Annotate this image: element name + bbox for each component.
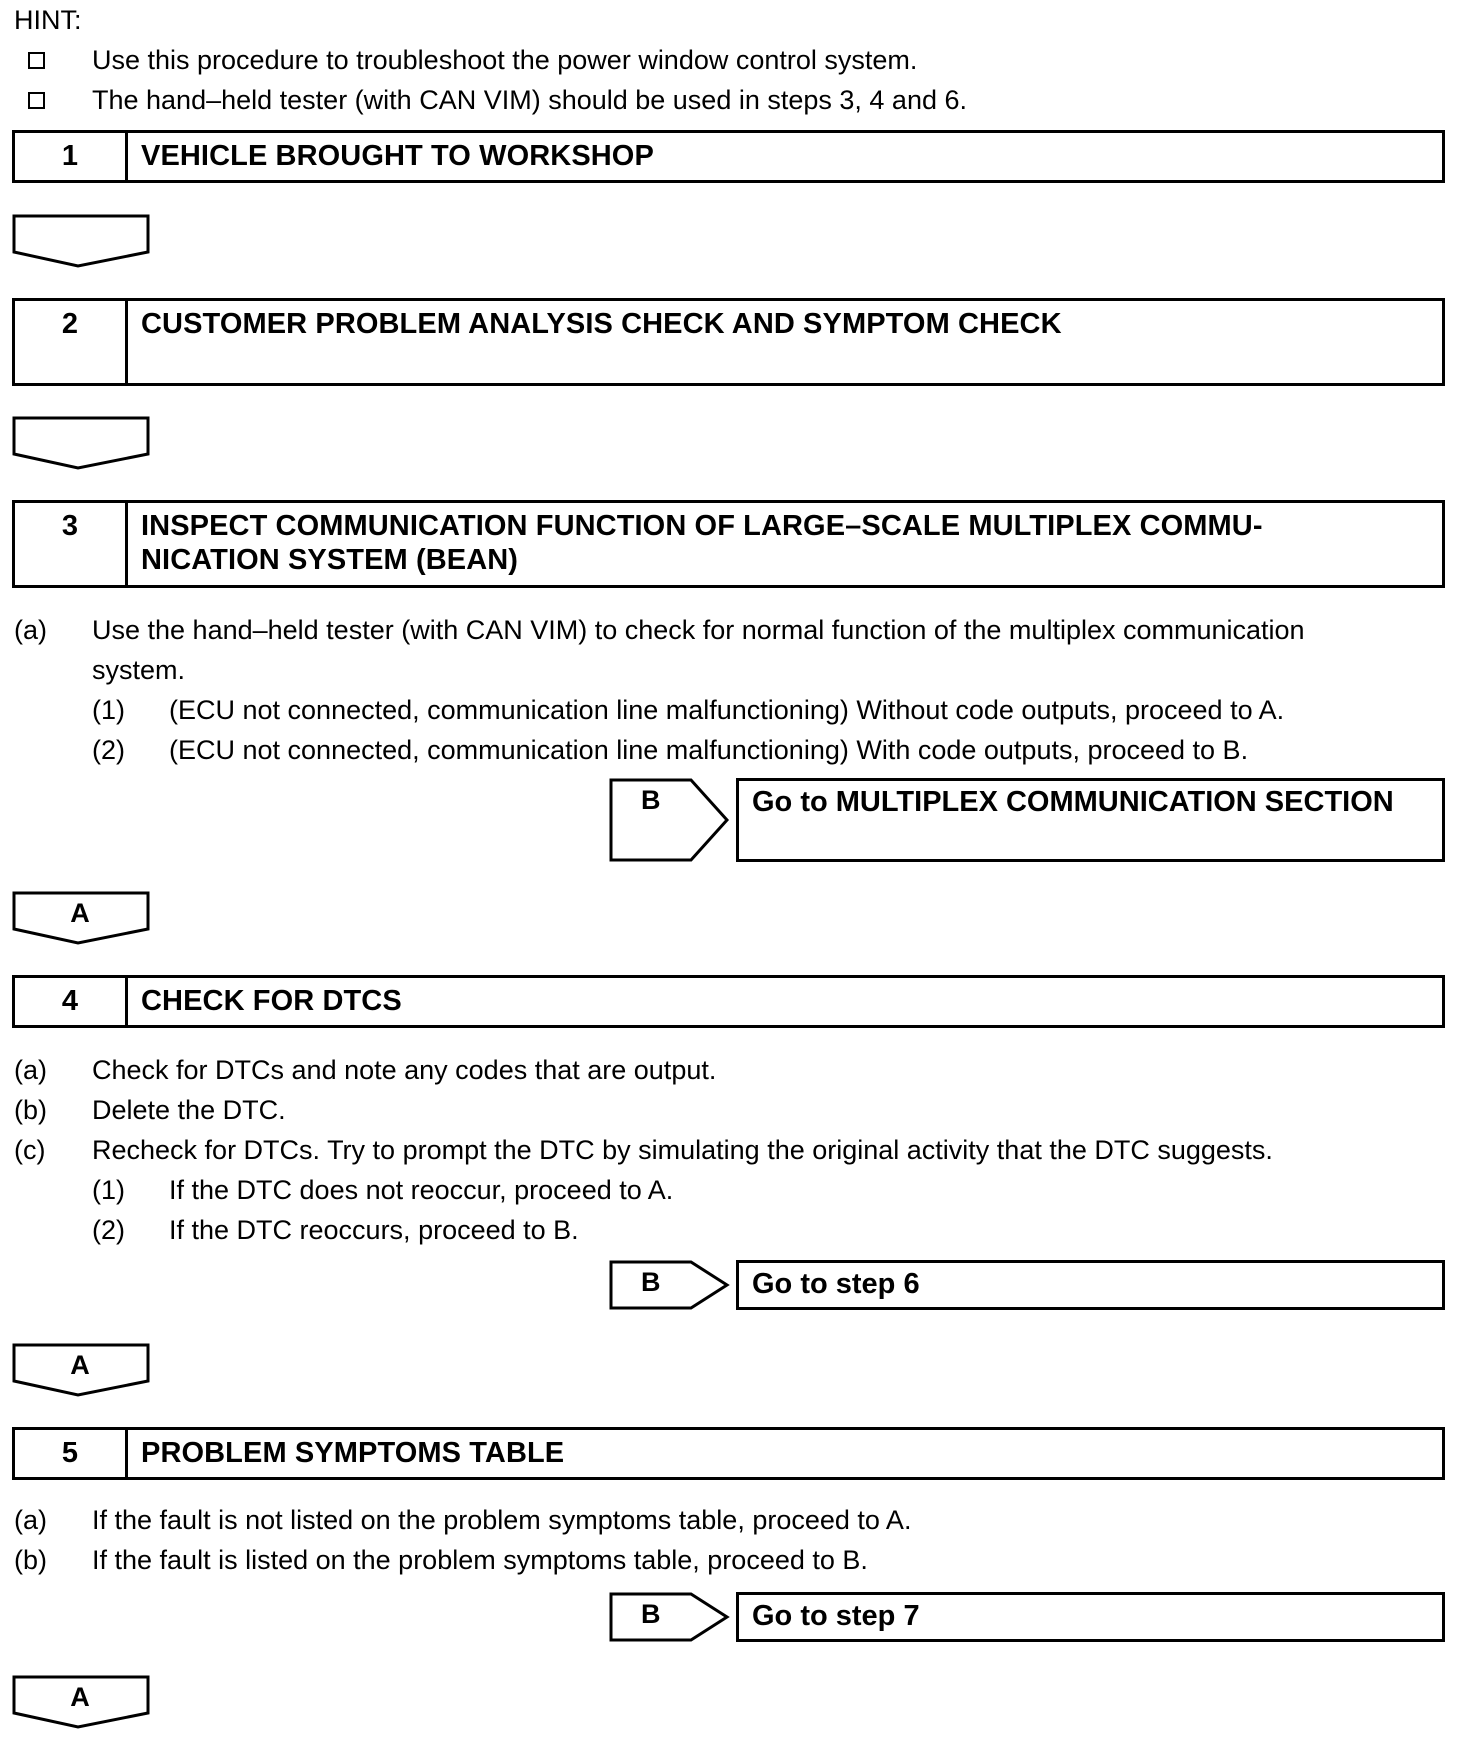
step-title: VEHICLE BROUGHT TO WORKSHOP <box>141 140 654 172</box>
item-marker: (a) <box>14 1505 47 1535</box>
item-marker: (b) <box>14 1545 47 1575</box>
flow-down-arrow-a <box>12 1343 150 1399</box>
item-marker: (1) <box>92 695 125 725</box>
item-marker: (b) <box>14 1095 47 1125</box>
branch-target: Go to step 6 <box>736 1260 1445 1310</box>
step-5-header <box>12 1427 1445 1480</box>
step-title <box>128 503 1442 585</box>
branch-label: B <box>641 1599 661 1629</box>
item-text: (ECU not connected, communication line malfunctioning) Without code outputs, proceed to A. <box>169 695 1285 725</box>
step-title: CUSTOMER PROBLEM ANALYSIS CHECK AND SYMPTOM CHECK <box>141 308 1062 340</box>
branch-target: Go to step 7 <box>736 1592 1445 1642</box>
checkbox-icon <box>28 92 45 114</box>
step-1-header <box>12 130 1445 183</box>
item-text: Delete the DTC. <box>92 1095 286 1125</box>
step-title: CHECK FOR DTCS <box>141 985 402 1017</box>
branch-label: B <box>641 785 661 815</box>
flow-arrow-label: A <box>70 898 90 928</box>
hint-label: HINT: <box>14 5 82 35</box>
step-3-header <box>12 500 1445 588</box>
flow-arrow-label: A <box>70 1682 90 1712</box>
item-marker: (a) <box>14 1055 47 1085</box>
down-arrow-icon <box>12 214 152 270</box>
branch-b <box>609 778 1445 862</box>
flow-down-arrow <box>12 214 150 270</box>
step-number: 3 <box>15 503 128 585</box>
item-text: If the DTC does not reoccur, proceed to A. <box>169 1175 674 1205</box>
item-marker: (2) <box>92 735 125 765</box>
checkbox-icon <box>28 52 45 74</box>
hint-item: The hand–held tester (with CAN VIM) should be used in steps 3, 4 and 6. <box>92 85 967 115</box>
flow-down-arrow-a <box>12 891 150 947</box>
step-title-line: INSPECT COMMUNICATION FUNCTION OF LARGE–SCALE MULTIPLEX COMMU- <box>141 510 1263 542</box>
item-text: If the fault is not listed on the problem symptoms table, proceed to A. <box>92 1505 912 1535</box>
hint-item: Use this procedure to troubleshoot the power window control system. <box>92 45 918 75</box>
item-marker: (1) <box>92 1175 125 1205</box>
branch-arrow-icon <box>609 1592 737 1642</box>
branch-arrow-icon <box>609 778 737 862</box>
item-text: Recheck for DTCs. Try to prompt the DTC by simulating the original activity that the DTC suggests. <box>92 1135 1273 1165</box>
flow-down-arrow <box>12 416 150 472</box>
item-marker: (a) <box>14 615 47 645</box>
item-text: (ECU not connected, communication line malfunctioning) With code outputs, proceed to B. <box>169 735 1249 765</box>
branch-target: Go to MULTIPLEX COMMUNICATION SECTION <box>736 778 1445 862</box>
item-text: If the fault is listed on the problem symptoms table, proceed to B. <box>92 1545 868 1575</box>
step-title: PROBLEM SYMPTOMS TABLE <box>141 1437 565 1469</box>
step-4-header <box>12 975 1445 1028</box>
item-marker: (c) <box>14 1135 46 1165</box>
item-text: Check for DTCs and note any codes that are output. <box>92 1055 717 1085</box>
item-text: system. <box>92 655 186 685</box>
item-text: Use the hand–held tester (with CAN VIM) to check for normal function of the multiplex communication <box>92 615 1305 645</box>
branch-b <box>609 1592 1445 1642</box>
down-arrow-icon <box>12 416 152 472</box>
step-number: 1 <box>15 133 128 180</box>
step-number: 2 <box>15 301 128 383</box>
branch-arrow-icon <box>609 1260 737 1310</box>
step-title-line: NICATION SYSTEM (BEAN) <box>141 544 519 576</box>
step-2-header <box>12 298 1445 386</box>
item-marker: (2) <box>92 1215 125 1245</box>
step-number: 4 <box>15 978 128 1025</box>
branch-b <box>609 1260 1445 1310</box>
step-number: 5 <box>15 1430 128 1477</box>
item-text: If the DTC reoccurs, proceed to B. <box>169 1215 579 1245</box>
branch-label: B <box>641 1267 661 1297</box>
flow-arrow-label: A <box>70 1350 90 1380</box>
flow-down-arrow-a <box>12 1675 150 1731</box>
